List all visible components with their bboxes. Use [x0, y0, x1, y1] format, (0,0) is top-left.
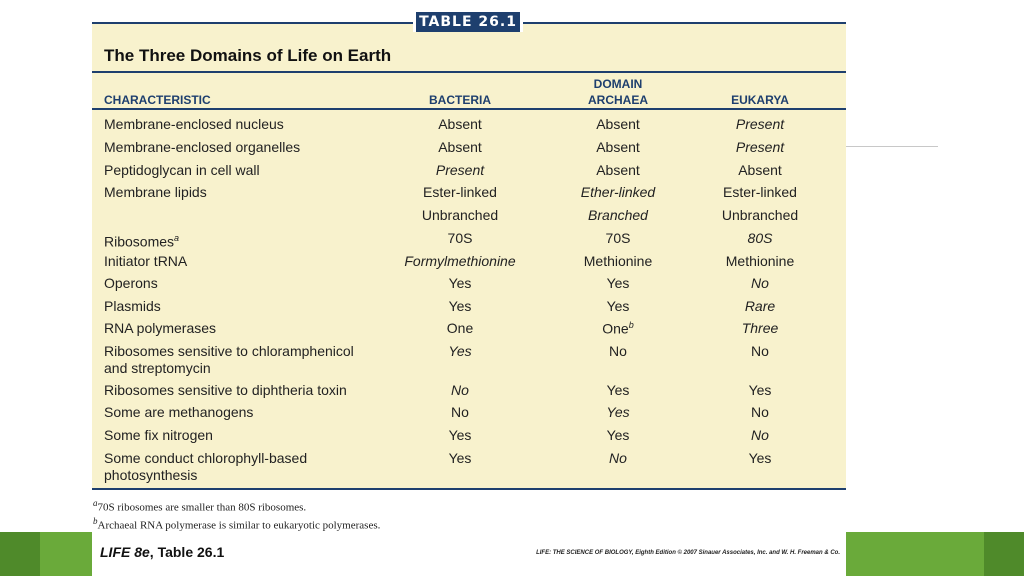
cell-archaea: Absent [596, 139, 640, 155]
footnote [93, 512, 380, 530]
header-rule [92, 108, 846, 110]
cell-eukarya: Rare [744, 298, 776, 314]
cell-archaea: No [609, 343, 627, 359]
footnote-mark: b [628, 320, 634, 330]
header-characteristic: CHARACTERISTIC [104, 93, 211, 107]
cell-eukarya: No [751, 404, 769, 420]
footnote-mark: b [93, 516, 98, 526]
cell-characteristic: Membrane lipids [104, 184, 207, 200]
cell-characteristic: Operons [104, 275, 158, 291]
cell-characteristic: Membrane-enclosed nucleus [104, 116, 284, 132]
cell-archaea: Methionine [583, 253, 653, 269]
cell-eukarya: No [751, 275, 769, 291]
cell-archaea: Yes [606, 427, 630, 443]
cell-characteristic: Initiator tRNA [104, 253, 188, 269]
cell-archaea: Yes [606, 404, 630, 420]
footnotes [93, 494, 380, 530]
cell-eukarya: Yes [748, 382, 772, 398]
cell-eukarya: No [751, 343, 769, 359]
table-title: The Three Domains of Life on Earth [104, 46, 392, 65]
copyright-credit: LIFE: THE SCIENCE OF BIOLOGY, Eighth Edition © 2007 Sinauer Associates, Inc. and W. H. Freeman & Co. [536, 550, 840, 556]
cell-bacteria: 70S [447, 230, 473, 246]
title-rule [92, 71, 846, 73]
source-label [100, 544, 224, 560]
cell-eukarya: 80S [747, 230, 773, 246]
footnote-text: Archaeal RNA polymerase is similar to eukaryotic polymerases. [97, 519, 381, 532]
cell-eukarya: Three [741, 320, 779, 336]
cell-archaea [548, 320, 688, 337]
cell-eukarya: Present [735, 116, 785, 132]
cell-archaea: Yes [606, 275, 630, 291]
cell-characteristic: Some are methanogens [104, 404, 254, 420]
cell-eukarya: Present [735, 139, 785, 155]
header-eukarya: EUKARYA [731, 93, 789, 107]
header-archaea: ARCHAEA [588, 93, 648, 107]
cell-bacteria: Present [435, 162, 485, 178]
cell-archaea: Yes [606, 382, 630, 398]
band-accent-right [984, 532, 1024, 576]
cell-bacteria: Formylmethionine [404, 253, 516, 269]
cell-bacteria: Absent [438, 116, 482, 132]
cell-characteristic: Peptidoglycan in cell wall [104, 162, 260, 178]
archaea-text: One [602, 320, 629, 337]
characteristic-text: Ribosomes [104, 233, 175, 250]
table-tag: TABLE 26.1 [413, 12, 523, 32]
cell-characteristic: Some fix nitrogen [104, 427, 213, 443]
cell-characteristic: RNA polymerases [104, 320, 217, 336]
cell-bacteria: One [446, 320, 474, 336]
cell-archaea: Absent [596, 162, 640, 178]
cell-characteristic [104, 450, 307, 484]
cell-archaea: No [609, 450, 627, 466]
cell-eukarya: Unbranched [721, 207, 799, 223]
source-ref: , Table 26.1 [149, 544, 225, 560]
footnote-text: 70S ribosomes are smaller than 80S ribosomes. [97, 501, 307, 514]
cell-bacteria: Yes [448, 450, 472, 466]
cell-bacteria: Yes [448, 427, 472, 443]
cell-bacteria: Yes [448, 343, 472, 359]
cell-archaea: Absent [596, 116, 640, 132]
source-footer [92, 532, 846, 576]
cell-eukarya: No [751, 427, 769, 443]
cell-bacteria: Ester-linked [423, 184, 497, 200]
cell-bacteria: Yes [448, 275, 472, 291]
cell-eukarya: Yes [748, 450, 772, 466]
footnote-mark: a [174, 233, 180, 243]
cell-characteristic: Membrane-enclosed organelles [104, 139, 301, 155]
cell-bacteria: Absent [438, 139, 482, 155]
cell-archaea: Branched [588, 207, 648, 223]
cell-bacteria: No [451, 382, 469, 398]
cell-bacteria: Unbranched [421, 207, 499, 223]
characteristic-line-1: Ribosomes sensitive to chloramphenicol [104, 343, 354, 359]
header-bacteria: BACTERIA [429, 93, 491, 107]
cell-eukarya: Methionine [725, 253, 795, 269]
cell-characteristic [104, 343, 354, 377]
characteristic-line-1: Some conduct chlorophyll-based [104, 450, 308, 466]
cell-eukarya: Absent [738, 162, 782, 178]
source-title: LIFE 8e [100, 544, 150, 560]
header-domain: DOMAIN [593, 77, 643, 91]
cell-characteristic: Ribosomes sensitive to diphtheria toxin [104, 382, 347, 398]
bottom-rule [92, 488, 846, 490]
characteristic-line-2: and streptomycin [104, 360, 211, 376]
cell-bacteria: No [451, 404, 469, 420]
characteristic-line-2: photosynthesis [104, 467, 198, 483]
cell-characteristic: Plasmids [104, 298, 161, 314]
cell-archaea: Ether-linked [580, 184, 656, 200]
cell-eukarya: Ester-linked [723, 184, 797, 200]
footnote-mark: a [93, 498, 98, 508]
cell-archaea: 70S [605, 230, 631, 246]
cell-characteristic [104, 230, 179, 251]
footnote [93, 494, 380, 512]
side-rule [846, 146, 938, 147]
cell-archaea: Yes [606, 298, 630, 314]
band-accent-left [0, 532, 40, 576]
cell-bacteria: Yes [448, 298, 472, 314]
